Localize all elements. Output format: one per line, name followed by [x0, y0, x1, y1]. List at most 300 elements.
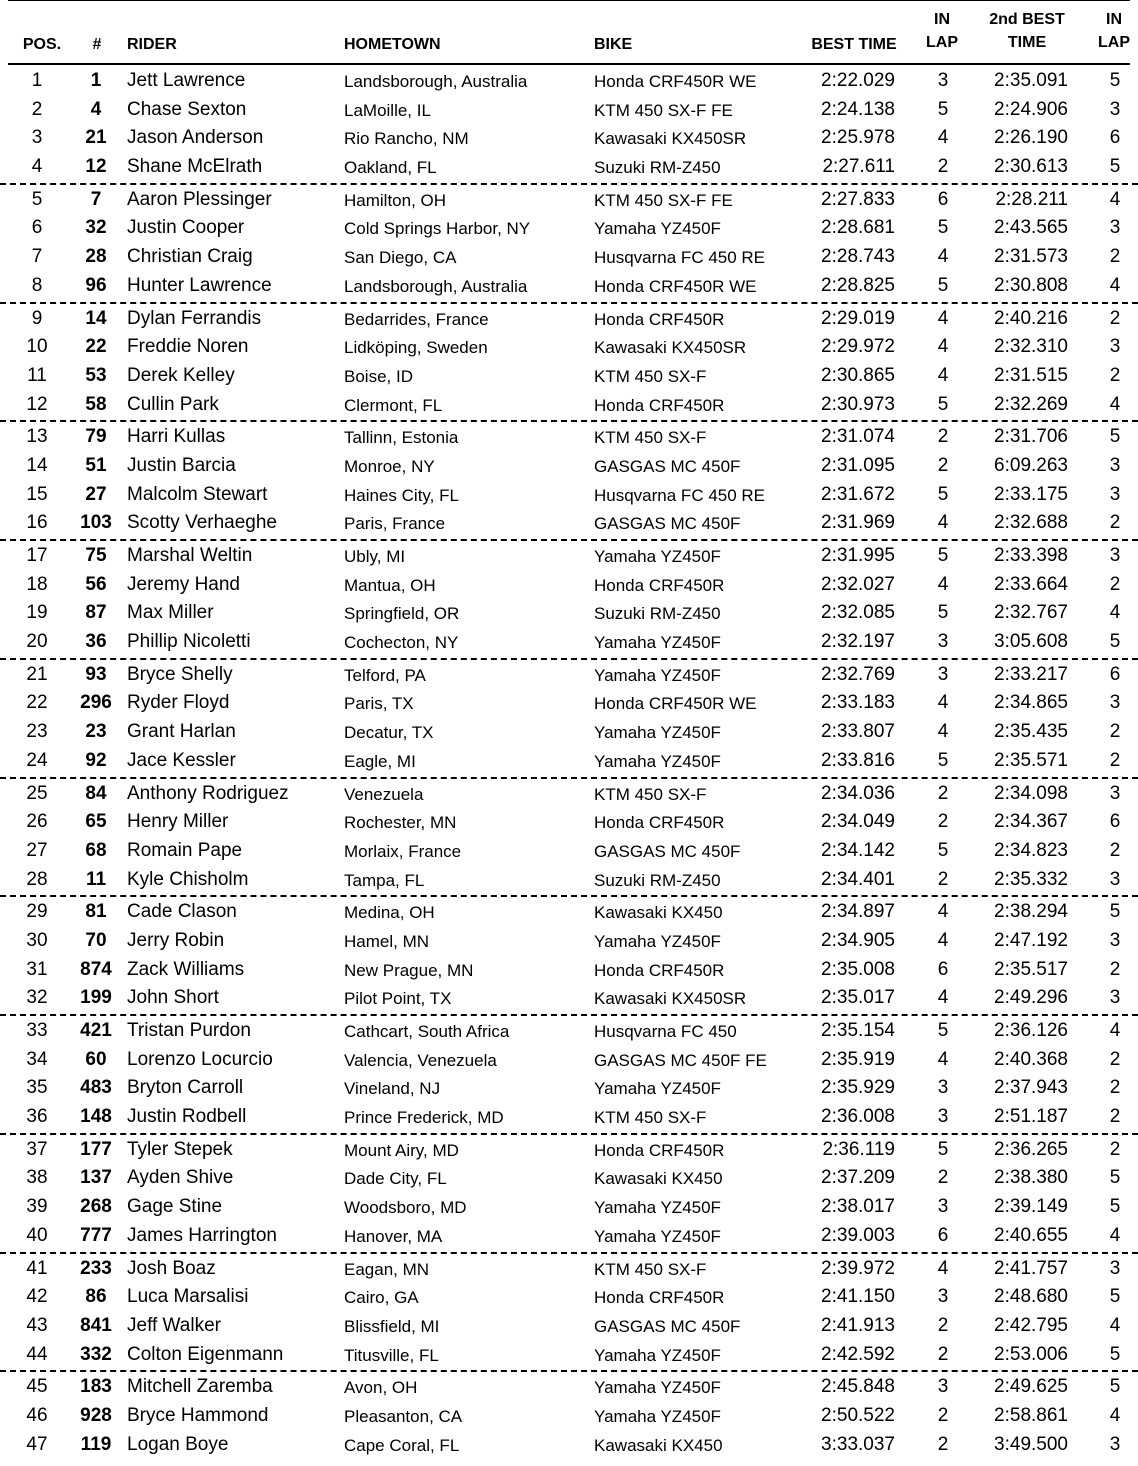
rider-name-cell: Derek Kelley — [127, 364, 235, 386]
rider-number-cell: 1 — [90, 70, 102, 91]
position-cell: 46 — [26, 1404, 48, 1426]
in-lap-cell: 2 — [937, 156, 949, 178]
second-in-lap-cell: 3 — [1109, 454, 1121, 476]
in-lap-cell: 2 — [937, 782, 949, 804]
header-best-time: BEST TIME — [811, 36, 897, 53]
second-in-lap-cell: 2 — [1109, 573, 1121, 595]
row-group — [0, 185, 1138, 304]
bike-cell: GASGAS MC 450F FE — [594, 1050, 767, 1070]
table-header — [0, 6, 1138, 62]
best-time-cell: 2:32.085 — [821, 602, 895, 624]
rider-name-cell: Bryce Hammond — [127, 1404, 269, 1426]
bike-cell: Yamaha YZ450F — [594, 1406, 721, 1426]
hometown-cell: Cold Springs Harbor, NY — [344, 219, 531, 239]
rider-number-cell: 36 — [85, 631, 107, 653]
bike-cell: Suzuki RM-Z450 — [594, 604, 721, 624]
best-time-cell: 2:27.611 — [822, 156, 895, 178]
hometown-cell: Avon, OH — [344, 1378, 418, 1398]
rider-number-cell: 60 — [85, 1048, 107, 1070]
best-time-cell: 2:29.972 — [821, 336, 895, 358]
position-cell: 2 — [31, 98, 43, 120]
bike-cell: Kawasaki KX450SR — [594, 338, 747, 358]
table-row — [0, 956, 1138, 985]
bike-cell: Suzuki RM-Z450 — [594, 870, 721, 890]
in-lap-cell: 3 — [937, 631, 949, 653]
in-lap-cell: 5 — [937, 749, 949, 771]
second-best-time-cell: 2:43.565 — [994, 217, 1068, 239]
rider-number-cell: 296 — [80, 692, 112, 714]
hometown-cell: Cochecton, NY — [344, 633, 459, 653]
in-lap-cell: 4 — [937, 1257, 949, 1279]
hometown-cell: Medina, OH — [344, 903, 435, 923]
hometown-cell: Woodsboro, MD — [344, 1198, 467, 1218]
best-time-cell: 2:34.905 — [821, 929, 895, 951]
rider-name-cell: Phillip Nicoletti — [127, 631, 251, 653]
second-best-time-cell: 2:35.332 — [994, 868, 1068, 890]
second-in-lap-cell: 6 — [1109, 663, 1121, 685]
position-cell: 33 — [26, 1020, 48, 1041]
second-best-time-cell: 2:31.515 — [994, 364, 1068, 386]
in-lap-cell: 4 — [937, 692, 949, 714]
hometown-cell: Paris, France — [344, 514, 446, 534]
second-in-lap-cell: 6 — [1109, 811, 1121, 833]
best-time-cell: 2:33.183 — [821, 692, 895, 714]
rider-number-cell: 119 — [80, 1433, 112, 1455]
in-lap-cell: 2 — [937, 1343, 949, 1365]
bike-cell: KTM 450 SX-F FE — [594, 190, 733, 210]
position-cell: 14 — [26, 454, 48, 476]
in-lap-cell: 2 — [937, 1404, 949, 1426]
table-row — [0, 780, 1138, 809]
second-in-lap-cell: 5 — [1109, 631, 1121, 653]
second-in-lap-cell: 4 — [1109, 1404, 1121, 1426]
second-best-time-cell: 2:24.906 — [994, 98, 1068, 120]
second-in-lap-cell: 3 — [1109, 987, 1121, 1009]
in-lap-cell: 2 — [937, 1167, 949, 1189]
best-time-cell: 2:31.969 — [821, 512, 895, 534]
second-in-lap-cell: 5 — [1109, 901, 1121, 923]
table-row — [0, 1283, 1138, 1312]
in-lap-cell: 4 — [937, 901, 949, 923]
rider-number-cell: 268 — [80, 1196, 112, 1218]
rider-name-cell: Malcolm Stewart — [127, 483, 268, 505]
second-in-lap-cell: 4 — [1109, 1224, 1121, 1246]
rider-number-cell: 103 — [80, 512, 112, 534]
second-in-lap-cell: 5 — [1109, 1167, 1121, 1189]
second-in-lap-cell: 2 — [1109, 307, 1121, 329]
second-in-lap-cell: 5 — [1109, 1343, 1121, 1365]
rider-name-cell: Harri Kullas — [127, 426, 226, 448]
header-rider: RIDER — [127, 36, 177, 53]
row-group — [0, 897, 1138, 1016]
rider-number-cell: 84 — [85, 782, 107, 804]
rider-name-cell: Jace Kessler — [127, 749, 236, 771]
header-rule — [8, 63, 1130, 65]
table-row — [0, 272, 1138, 301]
position-cell: 3 — [31, 127, 43, 149]
bike-cell: Yamaha YZ450F — [594, 1198, 721, 1218]
best-time-cell: 2:33.816 — [821, 749, 895, 771]
second-in-lap-cell: 2 — [1109, 749, 1121, 771]
second-best-time-cell: 2:47.192 — [994, 929, 1068, 951]
in-lap-cell: 3 — [937, 1196, 949, 1218]
bike-cell: Yamaha YZ450F — [594, 633, 721, 653]
rider-name-cell: Bryce Shelly — [127, 663, 233, 685]
second-in-lap-cell: 4 — [1109, 274, 1121, 296]
header-in-lap-top: IN — [934, 11, 950, 28]
table-row — [0, 1373, 1138, 1402]
rider-number-cell: 65 — [85, 811, 107, 833]
second-best-time-cell: 2:35.435 — [994, 721, 1068, 743]
rider-name-cell: Gage Stine — [127, 1196, 223, 1218]
in-lap-cell: 5 — [937, 1138, 949, 1160]
best-time-cell: 2:31.095 — [821, 454, 895, 476]
bike-cell: GASGAS MC 450F — [594, 514, 741, 534]
position-cell: 13 — [26, 426, 48, 448]
in-lap-cell: 2 — [937, 868, 949, 890]
position-cell: 25 — [26, 782, 48, 804]
second-best-time-cell: 2:37.943 — [994, 1077, 1068, 1099]
best-time-cell: 2:22.029 — [821, 70, 895, 91]
rider-name-cell: Dylan Ferrandis — [127, 307, 262, 329]
best-time-cell: 2:32.027 — [821, 573, 895, 595]
rider-name-cell: Kyle Chisholm — [127, 868, 249, 890]
second-in-lap-cell: 2 — [1109, 364, 1121, 386]
position-cell: 35 — [26, 1077, 48, 1099]
second-best-time-cell: 2:53.006 — [994, 1343, 1068, 1365]
second-best-time-cell: 2:48.680 — [994, 1286, 1068, 1308]
bike-cell: KTM 450 SX-F — [594, 784, 707, 804]
header-bike: BIKE — [594, 36, 633, 53]
rider-name-cell: Max Miller — [127, 602, 214, 624]
second-best-time-cell: 2:33.398 — [994, 545, 1068, 566]
rider-name-cell: Marshal Weltin — [127, 545, 253, 566]
in-lap-cell: 4 — [937, 307, 949, 329]
second-in-lap-cell: 4 — [1109, 188, 1121, 210]
table-row — [0, 1255, 1138, 1284]
table-row — [0, 305, 1138, 334]
rider-name-cell: Anthony Rodriguez — [127, 782, 289, 804]
second-best-time-cell: 2:40.655 — [994, 1224, 1068, 1246]
table-row — [0, 599, 1138, 628]
position-cell: 5 — [31, 188, 43, 210]
position-cell: 11 — [27, 364, 47, 386]
position-cell: 39 — [26, 1196, 48, 1218]
top-rule — [8, 0, 1130, 1]
row-group — [0, 66, 1138, 185]
second-in-lap-cell: 3 — [1109, 98, 1121, 120]
table-row — [0, 1431, 1138, 1460]
rider-number-cell: 28 — [85, 246, 107, 268]
in-lap-cell: 5 — [937, 839, 949, 861]
table-row — [0, 1193, 1138, 1222]
hometown-cell: Hamilton, OH — [344, 190, 447, 210]
bike-cell: Kawasaki KX450 — [594, 1435, 723, 1455]
second-best-time-cell: 2:40.216 — [994, 307, 1068, 329]
table-row — [0, 243, 1138, 272]
in-lap-cell: 5 — [937, 217, 949, 239]
second-in-lap-cell: 4 — [1109, 1314, 1121, 1336]
position-cell: 1 — [31, 70, 43, 91]
rider-number-cell: 14 — [85, 307, 107, 329]
best-time-cell: 2:41.913 — [821, 1314, 895, 1336]
rider-name-cell: Luca Marsalisi — [127, 1286, 249, 1308]
bike-cell: KTM 450 SX-F — [594, 1259, 707, 1279]
rider-name-cell: Justin Barcia — [127, 454, 236, 476]
best-time-cell: 3:33.037 — [821, 1433, 895, 1455]
rider-number-cell: 53 — [85, 364, 107, 386]
rider-name-cell: John Short — [127, 987, 219, 1009]
rider-number-cell: 58 — [85, 393, 107, 415]
rider-name-cell: Tyler Stepek — [127, 1138, 233, 1160]
position-cell: 12 — [26, 393, 48, 415]
second-best-time-cell: 2:31.706 — [994, 426, 1068, 448]
table-row — [0, 124, 1138, 153]
table-row — [0, 96, 1138, 125]
hometown-cell: Dade City, FL — [344, 1169, 447, 1189]
second-in-lap-cell: 3 — [1109, 782, 1121, 804]
header-second-best-top: 2nd BEST — [989, 11, 1065, 28]
rider-number-cell: 928 — [80, 1404, 112, 1426]
second-best-time-cell: 3:49.500 — [994, 1433, 1068, 1455]
rider-name-cell: Bryton Carroll — [127, 1077, 244, 1099]
hometown-cell: Landsborough, Australia — [344, 72, 528, 91]
bike-cell: KTM 450 SX-F — [594, 366, 707, 386]
table-row — [0, 984, 1138, 1013]
second-best-time-cell: 2:33.217 — [994, 663, 1068, 685]
in-lap-cell: 5 — [937, 545, 949, 566]
rider-name-cell: Freddie Noren — [127, 336, 249, 358]
bike-cell: Honda CRF450R WE — [594, 694, 757, 714]
rider-number-cell: 7 — [90, 188, 102, 210]
best-time-cell: 2:34.897 — [821, 901, 895, 923]
rider-number-cell: 777 — [80, 1224, 112, 1246]
best-time-cell: 2:36.008 — [821, 1106, 895, 1128]
rider-name-cell: Christian Craig — [127, 246, 253, 268]
position-cell: 45 — [26, 1376, 48, 1398]
table-row — [0, 898, 1138, 927]
in-lap-cell: 5 — [937, 1020, 949, 1041]
rider-number-cell: 70 — [85, 929, 107, 951]
best-time-cell: 2:30.973 — [821, 393, 895, 415]
rider-number-cell: 81 — [85, 901, 107, 923]
hometown-cell: Bedarrides, France — [344, 309, 489, 329]
best-time-cell: 2:31.995 — [821, 545, 895, 566]
rider-name-cell: Tristan Purdon — [127, 1020, 251, 1041]
rider-name-cell: Hunter Lawrence — [127, 274, 272, 296]
rider-number-cell: 87 — [85, 602, 107, 624]
hometown-cell: Clermont, FL — [344, 395, 443, 415]
bike-cell: KTM 450 SX-F — [594, 1108, 707, 1128]
second-in-lap-cell: 3 — [1109, 692, 1121, 714]
hometown-cell: Tampa, FL — [344, 870, 425, 890]
best-time-cell: 2:29.019 — [821, 307, 895, 329]
rider-number-cell: 421 — [80, 1020, 112, 1041]
row-group — [0, 541, 1138, 660]
rider-name-cell: Ryder Floyd — [127, 692, 230, 714]
hometown-cell: Tallinn, Estonia — [344, 428, 459, 448]
rider-number-cell: 332 — [80, 1343, 112, 1365]
table-row — [0, 1402, 1138, 1431]
second-best-time-cell: 2:58.861 — [994, 1404, 1068, 1426]
second-in-lap-cell: 3 — [1109, 483, 1121, 505]
table-row — [0, 661, 1138, 690]
rider-name-cell: Zack Williams — [127, 958, 245, 980]
second-in-lap-cell: 2 — [1109, 721, 1121, 743]
hometown-cell: Cairo, GA — [344, 1288, 419, 1308]
rider-number-cell: 56 — [85, 573, 107, 595]
in-lap-cell: 5 — [937, 602, 949, 624]
second-in-lap-cell: 6 — [1109, 127, 1121, 149]
second-best-time-cell: 3:05.608 — [994, 631, 1068, 653]
position-cell: 8 — [31, 274, 43, 296]
rider-number-cell: 148 — [80, 1106, 112, 1128]
second-best-time-cell: 2:32.688 — [994, 512, 1068, 534]
hometown-cell: Ubly, MI — [344, 547, 406, 566]
rider-number-cell: 75 — [85, 545, 107, 566]
rider-number-cell: 21 — [85, 127, 107, 149]
row-group — [0, 1254, 1138, 1373]
best-time-cell: 2:34.036 — [821, 782, 895, 804]
header-number: # — [92, 36, 102, 53]
best-time-cell: 2:33.807 — [821, 721, 895, 743]
bike-cell: Honda CRF450R — [594, 1140, 725, 1160]
rider-name-cell: Jeff Walker — [127, 1314, 221, 1336]
rider-name-cell: Logan Boye — [127, 1433, 229, 1455]
best-time-cell: 2:28.743 — [821, 246, 895, 268]
table-row — [0, 481, 1138, 510]
hometown-cell: Venezuela — [344, 784, 424, 804]
best-time-cell: 2:35.929 — [821, 1077, 895, 1099]
position-cell: 27 — [26, 839, 48, 861]
header-in-lap2-top: IN — [1106, 11, 1122, 28]
rider-name-cell: Jeremy Hand — [127, 573, 240, 595]
second-in-lap-cell: 2 — [1109, 839, 1121, 861]
second-in-lap-cell: 5 — [1109, 426, 1121, 448]
position-cell: 36 — [26, 1106, 48, 1128]
second-best-time-cell: 2:36.126 — [994, 1020, 1068, 1041]
second-best-time-cell: 2:42.795 — [994, 1314, 1068, 1336]
second-best-time-cell: 2:35.091 — [994, 70, 1068, 91]
second-best-time-cell: 2:49.625 — [994, 1376, 1068, 1398]
in-lap-cell: 3 — [937, 1077, 949, 1099]
rider-name-cell: Mitchell Zaremba — [127, 1376, 273, 1398]
bike-cell: Honda CRF450R — [594, 960, 725, 980]
rider-number-cell: 51 — [85, 454, 107, 476]
second-in-lap-cell: 3 — [1109, 545, 1121, 566]
second-best-time-cell: 2:39.149 — [994, 1196, 1068, 1218]
rider-name-cell: Shane McElrath — [127, 156, 263, 178]
row-group — [0, 1372, 1138, 1460]
second-in-lap-cell: 5 — [1109, 1286, 1121, 1308]
best-time-cell: 2:32.197 — [821, 631, 895, 653]
bike-cell: Honda CRF450R — [594, 1288, 725, 1308]
best-time-cell: 2:34.401 — [821, 868, 895, 890]
best-time-cell: 2:41.150 — [821, 1286, 895, 1308]
best-time-cell: 2:50.522 — [821, 1404, 895, 1426]
position-cell: 15 — [26, 483, 48, 505]
in-lap-cell: 6 — [937, 958, 949, 980]
hometown-cell: Valencia, Venezuela — [344, 1050, 497, 1070]
rider-name-cell: Jason Anderson — [127, 127, 264, 149]
position-cell: 10 — [26, 336, 48, 358]
best-time-cell: 2:45.848 — [821, 1376, 895, 1398]
second-in-lap-cell: 3 — [1109, 868, 1121, 890]
bike-cell: Yamaha YZ450F — [594, 1345, 721, 1365]
in-lap-cell: 2 — [937, 811, 949, 833]
best-time-cell: 2:38.017 — [821, 1196, 895, 1218]
best-time-cell: 2:35.008 — [821, 958, 895, 980]
hometown-cell: Titusville, FL — [344, 1345, 439, 1365]
rider-number-cell: 233 — [80, 1257, 112, 1279]
in-lap-cell: 4 — [937, 246, 949, 268]
bike-cell: Kawasaki KX450 — [594, 903, 723, 923]
position-cell: 28 — [26, 868, 48, 890]
rider-number-cell: 92 — [85, 749, 107, 771]
position-cell: 4 — [31, 156, 43, 178]
hometown-cell: Morlaix, France — [344, 841, 462, 861]
bike-cell: Husqvarna FC 450 — [594, 1022, 737, 1041]
second-best-time-cell: 2:34.865 — [994, 692, 1068, 714]
in-lap-cell: 5 — [937, 393, 949, 415]
hometown-cell: Landsborough, Australia — [344, 276, 528, 296]
row-group — [0, 422, 1138, 541]
table-row — [0, 153, 1138, 182]
table-row — [0, 808, 1138, 837]
bike-cell: Kawasaki KX450SR — [594, 129, 747, 149]
hometown-cell: Monroe, NY — [344, 456, 435, 476]
position-cell: 24 — [26, 749, 48, 771]
table-row — [0, 423, 1138, 452]
row-group — [0, 660, 1138, 779]
position-cell: 29 — [26, 901, 48, 923]
second-best-time-cell: 2:28.211 — [995, 188, 1068, 210]
hometown-cell: Lidköping, Sweden — [344, 338, 488, 358]
bike-cell: Honda CRF450R — [594, 395, 725, 415]
second-best-time-cell: 2:32.310 — [994, 336, 1068, 358]
rider-number-cell: 86 — [85, 1286, 107, 1308]
position-cell: 19 — [26, 602, 48, 624]
second-in-lap-cell: 2 — [1109, 1138, 1121, 1160]
hometown-cell: Rochester, MN — [344, 813, 457, 833]
best-time-cell: 2:35.017 — [821, 987, 895, 1009]
in-lap-cell: 4 — [937, 512, 949, 534]
best-time-cell: 2:28.681 — [821, 217, 895, 239]
in-lap-cell: 5 — [937, 274, 949, 296]
hometown-cell: Boise, ID — [344, 366, 413, 386]
rider-number-cell: 23 — [85, 721, 107, 743]
best-time-cell: 2:35.154 — [821, 1020, 895, 1041]
hometown-cell: Paris, TX — [344, 694, 414, 714]
second-best-time-cell: 2:34.367 — [994, 811, 1068, 833]
bike-cell: Suzuki RM-Z450 — [594, 158, 721, 178]
row-group — [0, 779, 1138, 898]
second-in-lap-cell: 3 — [1109, 217, 1121, 239]
bike-cell: Kawasaki KX450 — [594, 1169, 723, 1189]
bike-cell: Honda CRF450R WE — [594, 276, 757, 296]
table-row — [0, 1164, 1138, 1193]
bike-cell: Yamaha YZ450F — [594, 723, 721, 743]
rider-name-cell: Josh Boaz — [127, 1257, 216, 1279]
second-best-time-cell: 2:32.269 — [994, 393, 1068, 415]
table-row — [0, 67, 1138, 96]
in-lap-cell: 4 — [937, 721, 949, 743]
table-row — [0, 628, 1138, 657]
second-best-time-cell: 2:49.296 — [994, 987, 1068, 1009]
in-lap-cell: 2 — [937, 454, 949, 476]
header-hometown: HOMETOWN — [344, 36, 441, 53]
table-row — [0, 214, 1138, 243]
